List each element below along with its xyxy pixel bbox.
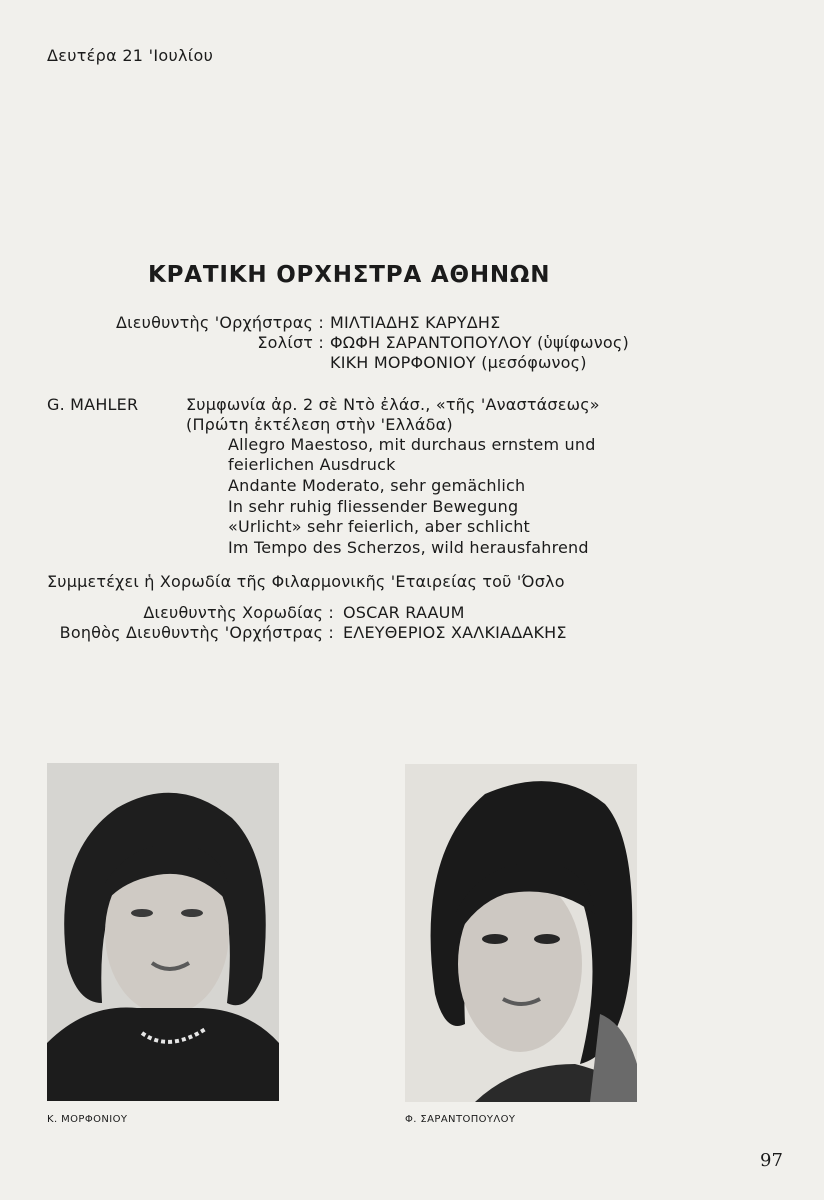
assistant-label: Βοηθὸς Διευθυντὴς 'Ορχήστρας : <box>59 623 334 642</box>
composer: G. MAHLER <box>47 395 139 414</box>
page-date: Δευτέρα 21 'Ιουλίου <box>47 46 214 65</box>
photo-caption-left: Κ. ΜΟΡΦΟΝΙΟΥ <box>47 1114 128 1125</box>
page-number: 97 <box>760 1150 783 1171</box>
choir-director-name: OSCAR RAAUM <box>343 603 465 622</box>
movement-line: In sehr ruhig fliessender Bewegung <box>228 497 519 516</box>
assistant-name: ΕΛΕΥΘΕΡΙΟΣ ΧΑΛΚΙΑΔΑΚΗΣ <box>343 623 567 642</box>
movement-line: «Urlicht» sehr feierlich, aber schlicht <box>228 517 531 536</box>
conductor-name: ΜΙΛΤΙΑΔΗΣ ΚΑΡΥΔΗΣ <box>330 313 501 332</box>
portrait-photo-sarantopoulou <box>405 764 637 1102</box>
page-title: ΚΡΑΤΙΚΗ ΟΡΧΗΣΤΡΑ ΑΘΗΝΩΝ <box>148 262 551 288</box>
soloist-label: Σολίστ : <box>257 333 324 352</box>
work-title: Συμφωνία ἀρ. 2 σὲ Ντὸ ἐλάσ., «τῆς 'Αναστάσεως» <box>186 395 600 414</box>
conductor-label: Διευθυντὴς 'Ορχήστρας : <box>116 313 324 332</box>
choir-director-label: Διευθυντὴς Χορωδίας : <box>143 603 334 622</box>
premiere-note: (Πρώτη ἐκτέλεση στὴν 'Ελλάδα) <box>186 415 453 434</box>
movement-line: Andante Moderato, sehr gemächlich <box>228 476 526 495</box>
movement-line: feierlichen Ausdruck <box>228 455 396 474</box>
soloist-1: ΦΩΦΗ ΣΑΡΑΝΤΟΠΟΥΛΟΥ (ὑψίφωνος) <box>330 333 629 352</box>
portrait-photo-morfoniou <box>47 763 279 1101</box>
soloist-2: ΚΙΚΗ ΜΟΡΦΟΝΙΟΥ (μεσόφωνος) <box>330 353 587 372</box>
choir-note: Συμμετέχει ἡ Χορωδία τῆς Φιλαρμονικῆς 'Εταιρείας τοῦ 'Όσλο <box>47 572 565 591</box>
photo-caption-right: Φ. ΣΑΡΑΝΤΟΠΟΥΛΟΥ <box>405 1114 516 1125</box>
movement-line: Allegro Maestoso, mit durchaus ernstem und <box>228 435 596 454</box>
movement-line: Im Tempo des Scherzos, wild herausfahrend <box>228 538 589 557</box>
